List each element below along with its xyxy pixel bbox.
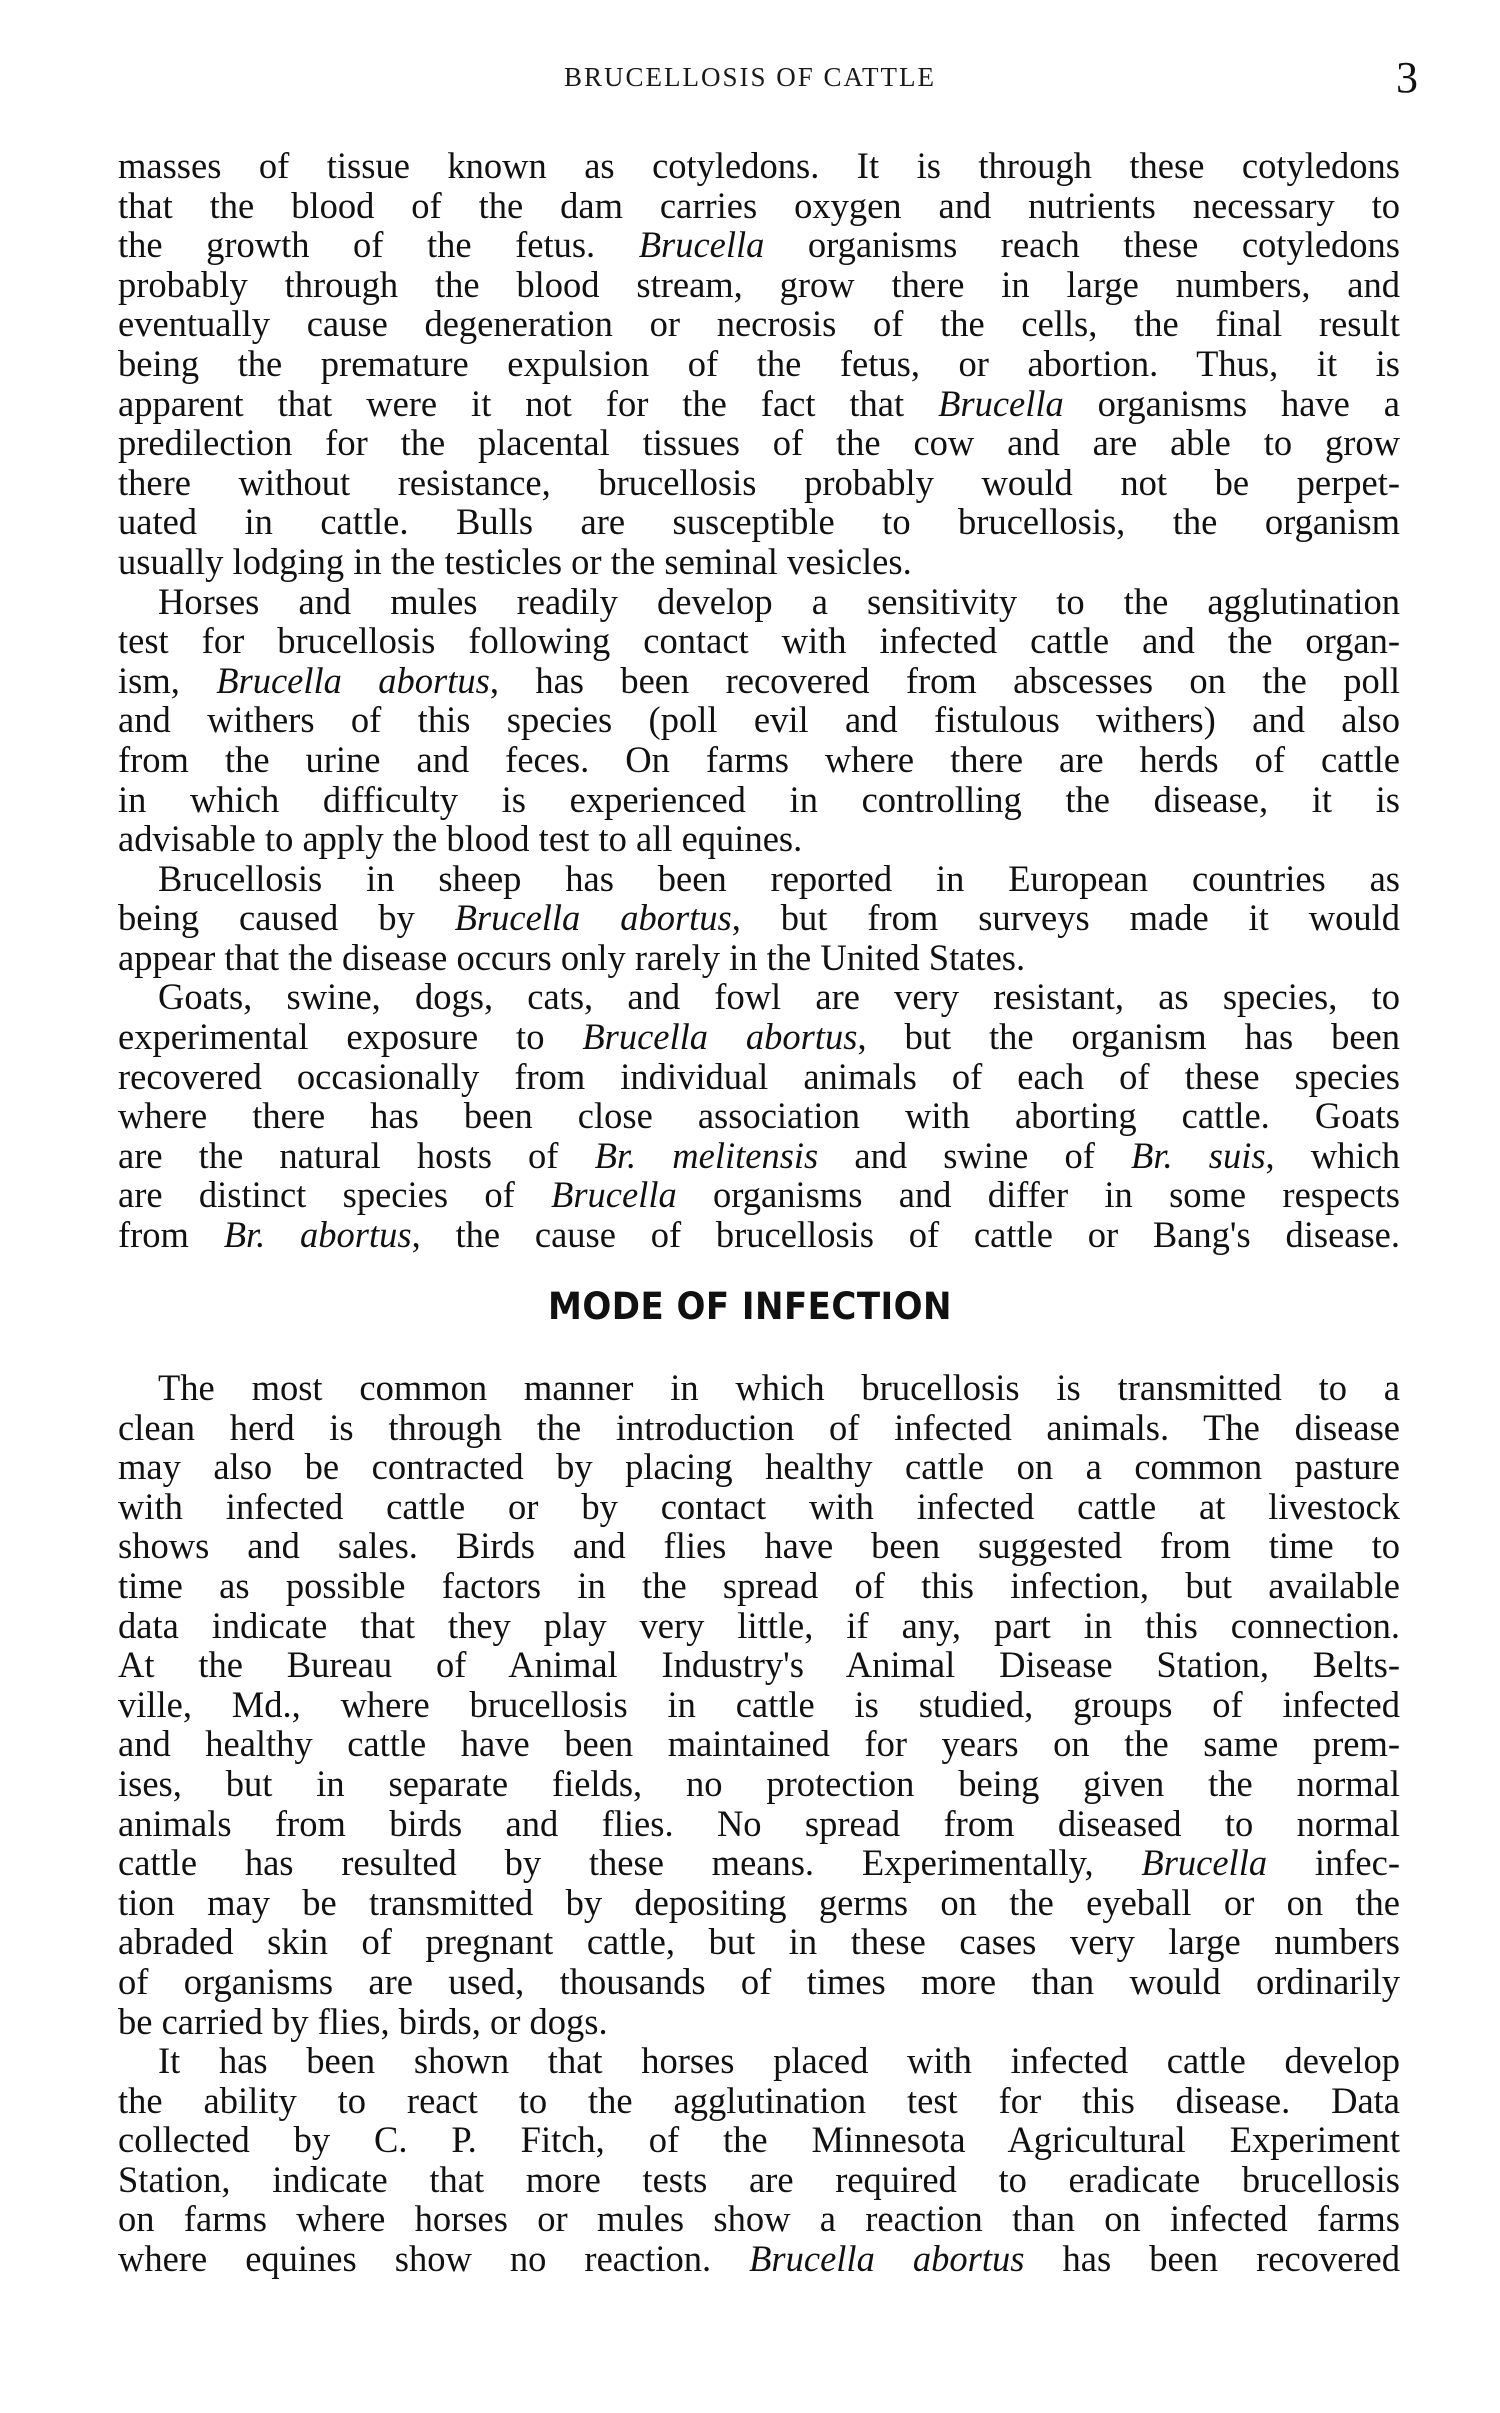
text-line (118, 1685, 1400, 1725)
text-line (118, 661, 1400, 701)
text-line (118, 146, 1400, 186)
text-line (118, 542, 1400, 582)
text-line (118, 186, 1400, 226)
text-run: , the cause of brucellosis of cattle or Bang's disease. (411, 1214, 1401, 1256)
italic-species-name: Brucella abortus (216, 659, 490, 701)
text-line (118, 2081, 1400, 2121)
text-line (118, 1962, 1400, 2002)
text-run: organisms reach these cotyledons (764, 224, 1400, 266)
text-line (118, 2002, 1400, 2042)
text-line (118, 1017, 1400, 1057)
text-run: where equines show no reaction. (118, 2238, 750, 2280)
text-run: the growth of the fetus. (118, 224, 639, 266)
text-line (118, 1843, 1400, 1883)
text-line (118, 225, 1400, 265)
body-text-block-1 (118, 146, 1400, 1255)
text-line (118, 1447, 1400, 1487)
text-line (118, 1883, 1400, 1923)
text-line (118, 502, 1400, 542)
text-line (118, 1215, 1400, 1255)
text-line (118, 1764, 1400, 1804)
italic-species-name: Brucella abortus (582, 1016, 858, 1058)
italic-species-name: Br. melitensis (594, 1134, 819, 1176)
text-line (118, 1175, 1400, 1215)
text-line (118, 819, 1400, 859)
text-line (118, 898, 1400, 938)
text-run: the ability to react to the agglutination test for this disease. Data (118, 2079, 1400, 2121)
text-run: has been recovered (1024, 2238, 1401, 2280)
text-run: Brucellosis in sheep has been reported in European countries as (158, 857, 1400, 899)
text-line (118, 859, 1400, 899)
text-run: from (118, 1214, 224, 1256)
text-line (118, 1724, 1400, 1764)
text-run: where there has been close association with aborting cattle. Goats (118, 1095, 1400, 1137)
text-run: cattle has resulted by these means. Experimentally, (118, 1842, 1142, 1884)
text-run: It has been shown that horses placed with infected cattle develop (158, 2040, 1400, 2082)
text-run: Station, indicate that more tests are required to eradicate brucellosis (118, 2158, 1400, 2200)
text-run: time as possible factors in the spread of this infection, but available (118, 1564, 1400, 1606)
section-heading: MODE OF INFECTION (548, 1285, 952, 1328)
italic-species-name: Brucella (1141, 1842, 1268, 1884)
italic-species-name: Br. abortus (223, 1214, 412, 1256)
text-run: ism, (118, 659, 217, 701)
text-line (118, 423, 1400, 463)
text-line (118, 2160, 1400, 2200)
text-run: from the urine and feces. On farms where there are herds of cattle (118, 738, 1400, 780)
text-run: tion may be transmitted by depositing germs on the eyeball or on the (118, 1881, 1400, 1923)
text-run: Goats, swine, dogs, cats, and fowl are very resistant, as species, to (158, 976, 1400, 1018)
text-line (118, 780, 1400, 820)
text-run: Horses and mules readily develop a sensitivity to the agglutination (158, 580, 1400, 622)
text-run: uated in cattle. Bulls are susceptible to brucellosis, the organism (118, 501, 1400, 543)
text-line (118, 740, 1400, 780)
italic-species-name: Brucella abortus (454, 897, 732, 939)
text-line (118, 1804, 1400, 1844)
text-run: masses of tissue known as cotyledons. It is through these cotyledons (118, 145, 1400, 186)
text-line (118, 1136, 1400, 1176)
text-run: in which difficulty is experienced in controlling the disease, it is (118, 778, 1400, 820)
text-run: eventually cause degeneration or necrosis of the cells, the final result (118, 303, 1400, 345)
text-run: predilection for the placental tissues of the cow and are able to grow (118, 422, 1400, 464)
italic-species-name: Br. suis (1131, 1134, 1266, 1176)
text-run: and withers of this species (poll evil and fistulous withers) and also (118, 699, 1400, 741)
text-run: clean herd is through the introduction of infected animals. The disease (118, 1406, 1400, 1448)
italic-species-name: Brucella (551, 1174, 677, 1216)
text-run: shows and sales. Birds and flies have been suggested from time to (118, 1525, 1400, 1567)
text-run: animals from birds and flies. No spread from diseased to normal (118, 1802, 1400, 1844)
text-run: , but from surveys made it would (731, 897, 1400, 939)
text-run: there without resistance, brucellosis probably would not be perpet- (118, 461, 1400, 503)
text-run: experimental exposure to (118, 1016, 583, 1058)
text-line (118, 1922, 1400, 1962)
text-line (118, 1408, 1400, 1448)
text-run: data indicate that they play very little, if any, part in this connection. (118, 1604, 1400, 1646)
text-line (118, 2239, 1400, 2279)
body-text-block-2 (118, 1368, 1400, 2279)
text-run: are the natural hosts of (118, 1134, 595, 1176)
text-line (118, 265, 1400, 305)
text-run: that the blood of the dam carries oxygen and nutrients necessary to (118, 184, 1400, 226)
text-run: be carried by flies, birds, or dogs. (118, 2000, 608, 2042)
text-run: being caused by (118, 897, 455, 939)
text-run: test for brucellosis following contact with infected cattle and the organ- (118, 620, 1400, 662)
text-run: , which (1265, 1134, 1400, 1176)
text-run: infec- (1267, 1842, 1400, 1884)
text-line (118, 1645, 1400, 1685)
text-run: organisms and differ in some respects (676, 1174, 1400, 1216)
text-line (118, 1096, 1400, 1136)
text-line (118, 344, 1400, 384)
text-run: The most common manner in which brucellosis is transmitted to a (158, 1367, 1400, 1408)
text-run: , but the organism has been (857, 1016, 1400, 1058)
text-run: advisable to apply the blood test to all equines. (118, 818, 803, 860)
text-line (118, 2199, 1400, 2239)
text-line (118, 463, 1400, 503)
text-run: abraded skin of pregnant cattle, but in these cases very large numbers (118, 1921, 1400, 1963)
text-run: At the Bureau of Animal Industry's Animal Disease Station, Belts- (118, 1644, 1400, 1686)
text-run: ville, Md., where brucellosis in cattle is studied, groups of infected (118, 1683, 1400, 1725)
text-line (118, 2120, 1400, 2160)
text-run: apparent that were it not for the fact that (118, 382, 939, 424)
text-run: recovered occasionally from individual animals of each of these species (118, 1055, 1400, 1097)
text-line (118, 582, 1400, 622)
text-line (118, 700, 1400, 740)
text-line (118, 938, 1400, 978)
text-run: and healthy cattle have been maintained for years on the same prem- (118, 1723, 1400, 1765)
text-run: , has been recovered from abscesses on the poll (489, 659, 1400, 701)
text-line (118, 384, 1400, 424)
running-head: BRUCELLOSIS OF CATTLE (563, 62, 937, 92)
text-run: organisms have a (1063, 382, 1400, 424)
italic-species-name: Brucella (638, 224, 765, 266)
text-line (118, 1368, 1400, 1408)
text-run: being the premature expulsion of the fetus, or abortion. Thus, it is (118, 342, 1400, 384)
text-line (118, 977, 1400, 1017)
text-line (118, 621, 1400, 661)
text-line (118, 1606, 1400, 1646)
text-line (118, 2041, 1400, 2081)
text-run: and swine of (818, 1134, 1132, 1176)
text-line (118, 1526, 1400, 1566)
text-run: with infected cattle or by contact with infected cattle at livestock (118, 1485, 1400, 1527)
text-line (118, 1566, 1400, 1606)
text-run: on farms where horses or mules show a reaction than on infected farms (118, 2198, 1400, 2240)
text-run: usually lodging in the testicles or the seminal vesicles. (118, 540, 912, 582)
text-run: probably through the blood stream, grow there in large numbers, and (118, 263, 1400, 305)
text-run: collected by C. P. Fitch, of the Minnesota Agricultural Experiment (118, 2119, 1400, 2161)
text-line (118, 1487, 1400, 1527)
text-run: are distinct species of (118, 1174, 552, 1216)
text-run: ises, but in separate fields, no protection being given the normal (118, 1762, 1400, 1804)
text-run: appear that the disease occurs only rarely in the United States. (118, 936, 1026, 978)
text-run: may also be contracted by placing healthy cattle on a common pasture (118, 1446, 1400, 1488)
text-run: of organisms are used, thousands of times more than would ordinarily (118, 1960, 1400, 2002)
italic-species-name: Brucella abortus (749, 2238, 1025, 2280)
text-line (118, 1057, 1400, 1097)
page-number: 3 (1396, 53, 1418, 102)
text-line (118, 304, 1400, 344)
italic-species-name: Brucella (938, 382, 1064, 424)
